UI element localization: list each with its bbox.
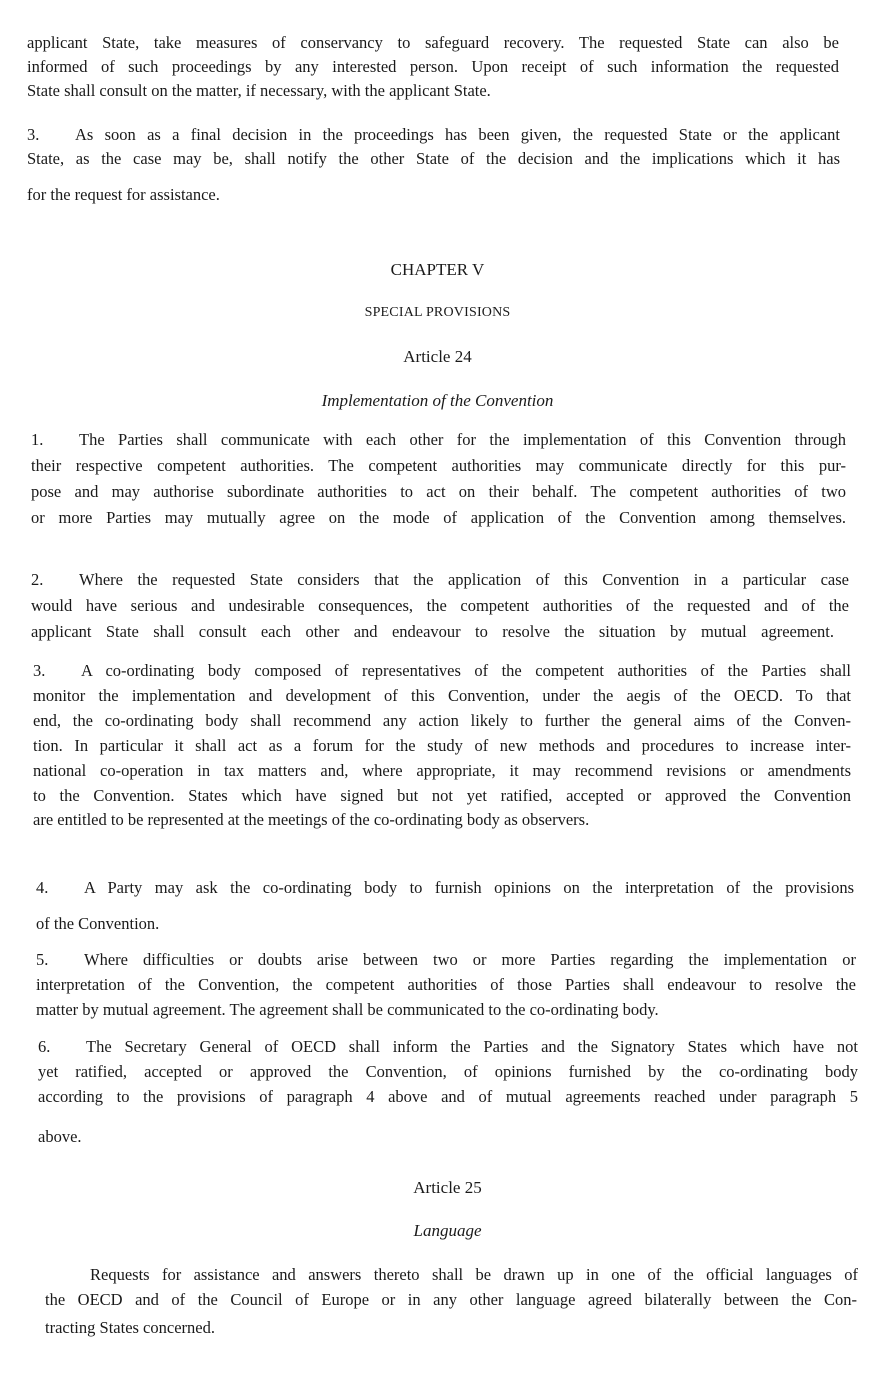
text-line: for the request for assistance. bbox=[27, 185, 220, 204]
chapter-title: CHAPTER V bbox=[390, 260, 485, 279]
text-line: or more Parties may mutually agree on the mode of application of the Convention among themselves. bbox=[31, 508, 846, 527]
text-line: yet ratified, accepted or approved the Convention, of opinions furnished by the co-ordinating body bbox=[38, 1062, 858, 1081]
text-line bbox=[38, 1037, 858, 1057]
article-25-title: Article 25 bbox=[413, 1178, 482, 1197]
article-25-heading: Language bbox=[413, 1221, 482, 1240]
text-line bbox=[31, 570, 849, 590]
text-line: applicant State, take measures of conservancy to safeguard recovery. The requested State can also be bbox=[27, 33, 839, 52]
text-line: would have serious and undesirable consequences, the competent authorities of the requested and of the bbox=[31, 596, 849, 615]
text-line: State, as the case may be, shall notify the other State of the decision and the implications which it has bbox=[27, 149, 840, 168]
text-line: Requests for assistance and answers thereto shall be drawn up in one of the official languages of bbox=[90, 1265, 858, 1284]
text-line: of the Convention. bbox=[36, 914, 160, 933]
text-line: above. bbox=[38, 1127, 82, 1146]
text-line: tion. In particular it shall act as a forum for the study of new methods and procedures to increase inter- bbox=[33, 736, 851, 755]
article-24-title: Article 24 bbox=[403, 347, 472, 366]
text-line: end, the co-ordinating body shall recommend any action likely to further the general aims of the Conven- bbox=[33, 711, 851, 730]
text-line: pose and may authorise subordinate authorities to act on their behalf. The competent authorities of two bbox=[31, 482, 846, 501]
text-line: are entitled to be represented at the meetings of the co-ordinating body as observers. bbox=[33, 810, 590, 829]
paragraph-number: 5. bbox=[36, 950, 49, 969]
text-line: applicant State shall consult each other and endeavour to resolve the situation by mutual agreement. bbox=[31, 622, 834, 641]
text-line: tracting States concerned. bbox=[45, 1318, 215, 1337]
chapter-subtitle: SPECIAL PROVISIONS bbox=[364, 305, 511, 320]
text-line: matter by mutual agreement. The agreement shall be communicated to the co-ordinating body. bbox=[36, 1000, 659, 1019]
text-line: monitor the implementation and development of this Convention, under the aegis of the OECD. To that bbox=[33, 686, 851, 705]
text-line: informed of such proceedings by any interested person. Upon receipt of such information the requested bbox=[27, 57, 839, 76]
paragraph-number: 1. bbox=[31, 430, 44, 449]
paragraph-number: 3. bbox=[27, 125, 40, 144]
text-line: national co-operation in tax matters and, where appropriate, it may recommend revisions or amendments bbox=[33, 761, 851, 780]
text: Where difficulties or doubts arise between two or more Parties regarding the implementation or bbox=[84, 950, 856, 969]
paragraph-number: 6. bbox=[38, 1037, 51, 1056]
text-line: interpretation of the Convention, the competent authorities of those Parties shall endeavour to resolve the bbox=[36, 975, 856, 994]
text-line: according to the provisions of paragraph 4 above and of mutual agreements reached under paragraph 5 bbox=[38, 1087, 858, 1106]
text-line: to the Convention. States which have signed but not yet ratified, accepted or approved the Convention bbox=[33, 786, 851, 805]
text-line: their respective competent authorities. The competent authorities may communicate directly for this pur- bbox=[31, 456, 846, 475]
paragraph-number: 3. bbox=[33, 661, 46, 680]
text-line bbox=[27, 125, 840, 145]
text-line: State shall consult on the matter, if necessary, with the applicant State. bbox=[27, 81, 491, 100]
text-line bbox=[33, 661, 851, 681]
text-line bbox=[31, 430, 846, 450]
text-line bbox=[36, 950, 856, 970]
paragraph-number: 2. bbox=[31, 570, 44, 589]
article-24-heading: Implementation of the Convention bbox=[321, 391, 554, 410]
text: A co-ordinating body composed of representatives of the competent authorities of the Parties shall bbox=[81, 661, 851, 680]
text-line: the OECD and of the Council of Europe or in any other language agreed bilaterally between the Con- bbox=[45, 1290, 857, 1309]
paragraph-number: 4. bbox=[36, 878, 49, 897]
text-line bbox=[36, 878, 854, 898]
text: Where the requested State considers that the application of this Convention in a particular case bbox=[79, 570, 849, 589]
text: The Parties shall communicate with each other for the implementation of this Convention through bbox=[79, 430, 846, 449]
text: A Party may ask the co-ordinating body to furnish opinions on the interpretation of the provisions bbox=[84, 878, 854, 897]
text: The Secretary General of OECD shall inform the Parties and the Signatory States which have not bbox=[86, 1037, 858, 1056]
text: As soon as a final decision in the proceedings has been given, the requested State or the applicant bbox=[75, 125, 840, 144]
